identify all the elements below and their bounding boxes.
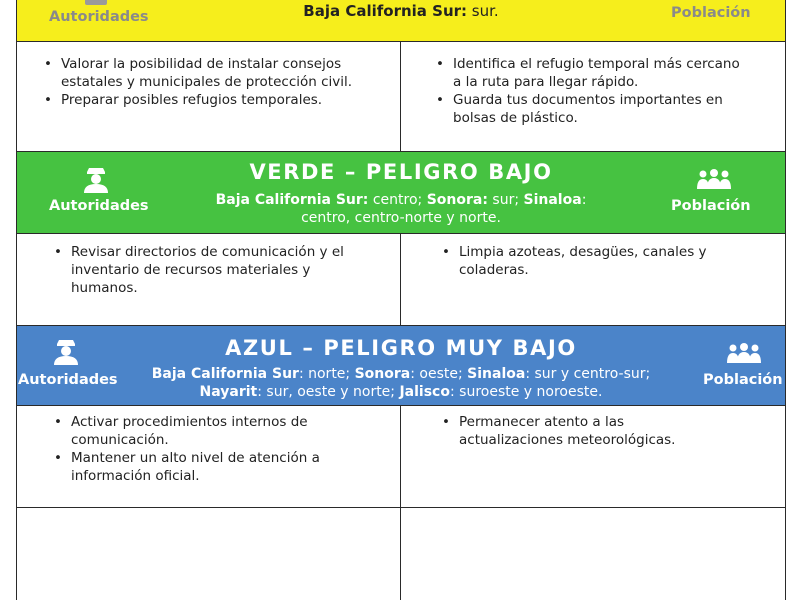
blue-authorities-label: Autoridades: [18, 372, 118, 388]
green-authorities-cell: [17, 234, 401, 325]
list-item: • Identifica el refugio temporal más cercano a la ruta para llegar rápido.: [429, 55, 744, 91]
blue-authorities-cell: [17, 406, 401, 507]
people-group-icon: [695, 168, 733, 190]
list-item: • Activar procedimientos internos de comunicación.: [47, 413, 370, 449]
blue-population-cell: [401, 406, 784, 507]
list-item: • Permanecer atento a las actualizaciones meteorológicas.: [435, 413, 714, 449]
yellow-population-label: Población: [671, 5, 751, 21]
green-region-line-2: centro, centro-norte y norte.: [301, 210, 501, 226]
blue-actions-row: [17, 406, 785, 508]
green-actions-row: [17, 234, 785, 326]
empty-right-cell: [401, 508, 784, 600]
blue-region-line-2: Nayarit: sur, oeste y norte; Jalisco: suroeste y noroeste.: [199, 384, 603, 400]
list-item: • Limpia azoteas, desagües, canales y coladeras.: [435, 243, 744, 279]
yellow-actions-row: [17, 42, 785, 152]
list-item: • Preparar posibles refugios temporales.: [37, 91, 380, 109]
green-alert-header: [17, 152, 785, 234]
list-item: • Guarda tus documentos importantes en bolsas de plástico.: [429, 91, 744, 127]
empty-left-cell: [17, 508, 401, 600]
yellow-authorities-label: Autoridades: [49, 9, 149, 25]
alert-table: [16, 0, 786, 600]
green-population-label: Población: [671, 198, 751, 214]
blue-population-label: Población: [703, 372, 783, 388]
list-item: • Revisar directorios de comunicación y el inventario de recursos materiales y humanos.: [47, 243, 378, 297]
blue-alert-header: [17, 326, 785, 406]
yellow-authorities-cell: [17, 42, 401, 151]
list-item: • Valorar la posibilidad de instalar consejos estatales y municipales de protección civil.: [37, 55, 380, 91]
green-population-cell: [401, 234, 784, 325]
people-group-icon: [725, 342, 763, 364]
blue-region-line-1: Baja California Sur: norte; Sonora: oeste; Sinaloa: sur y centro-sur;: [151, 366, 651, 382]
yellow-alert-header: [17, 0, 785, 42]
blue-alert-title: AZUL – PELIGRO MUY BAJO: [225, 336, 577, 360]
empty-row: [17, 508, 785, 600]
green-authorities-label: Autoridades: [49, 198, 149, 214]
green-region-line-1: Baja California Sur: centro; Sonora: sur; Sinaloa:: [215, 192, 587, 208]
list-item: • Mantener un alto nivel de atención a información oficial.: [47, 449, 370, 485]
yellow-population-cell: [401, 42, 784, 151]
green-alert-title: VERDE – PELIGRO BAJO: [249, 160, 553, 184]
yellow-region-text: Baja California Sur: sur.: [303, 2, 499, 20]
